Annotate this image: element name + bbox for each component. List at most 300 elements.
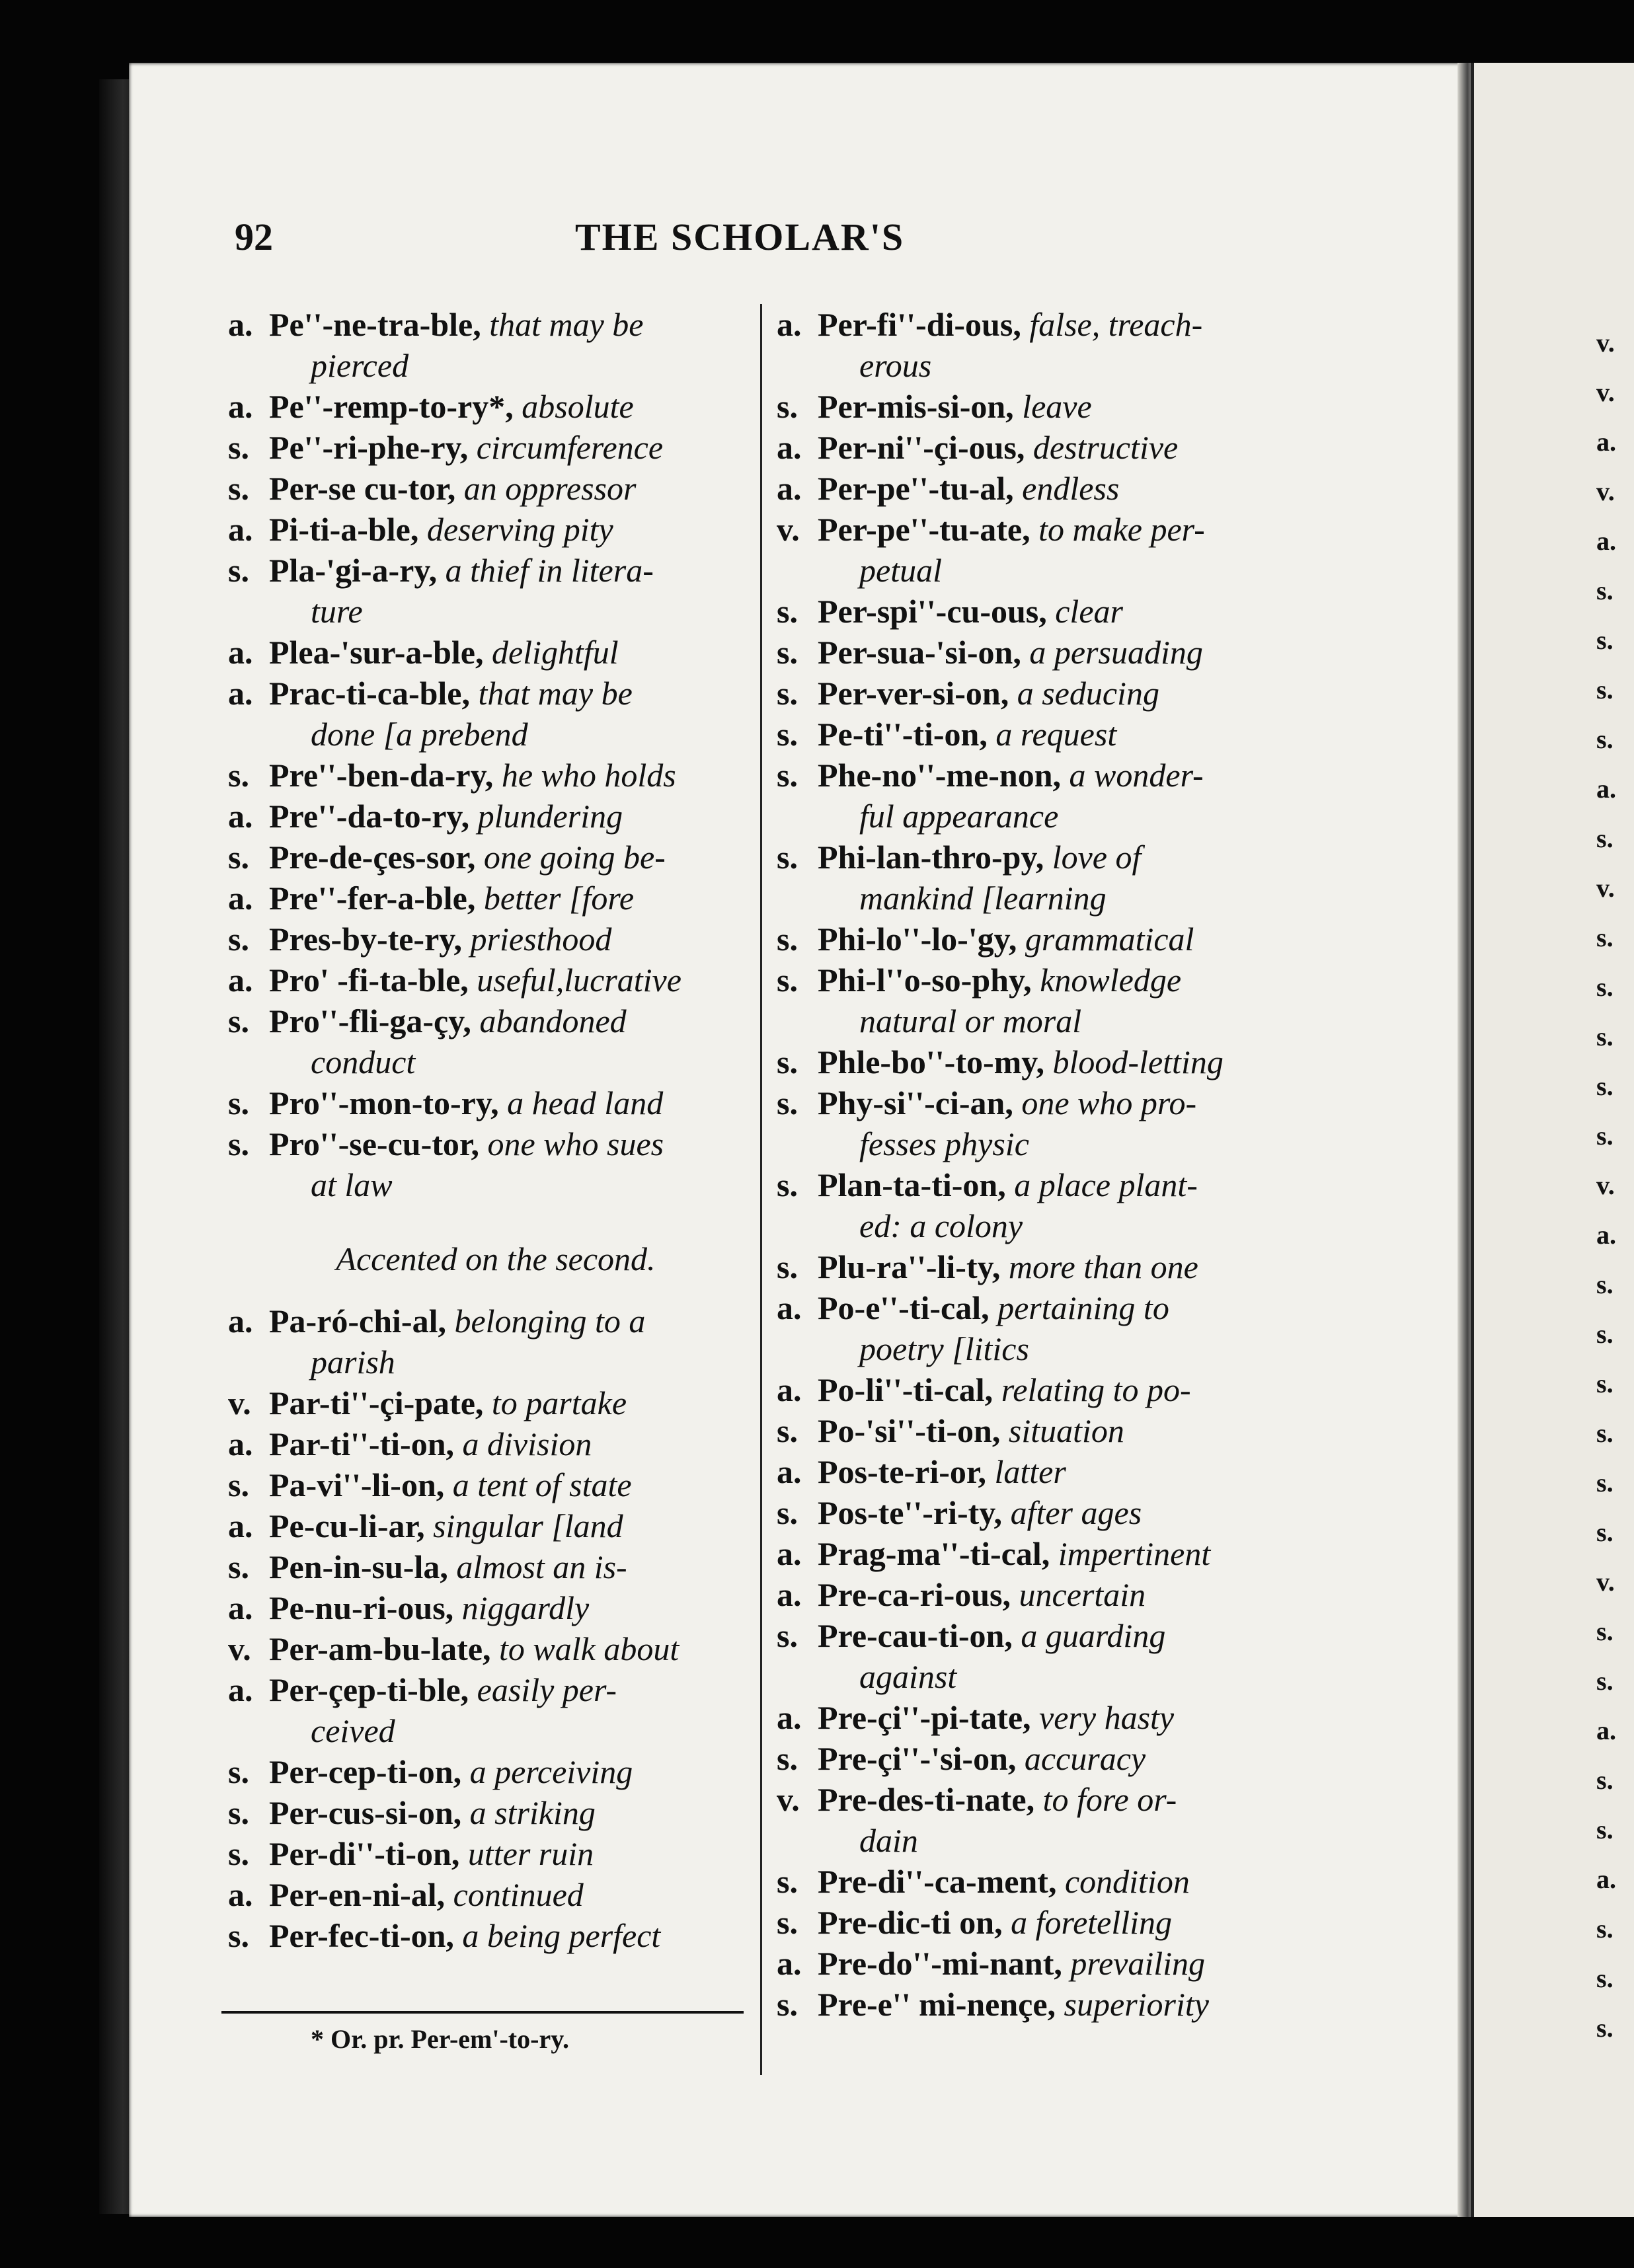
dictionary-entry <box>777 1779 1305 1861</box>
part-of-speech: a. <box>228 962 253 999</box>
part-of-speech: s. <box>777 1986 798 2023</box>
part-of-speech: v. <box>777 511 800 548</box>
definition-continuation: poetry [litics <box>859 1330 1029 1367</box>
page-number: 92 <box>235 215 273 258</box>
definition: to make per- <box>1038 511 1205 548</box>
dictionary-entry <box>228 673 763 755</box>
part-of-speech: s. <box>777 634 798 671</box>
definition: a division <box>462 1425 592 1462</box>
headword: Per-pe''-tu-ate, <box>818 511 1031 548</box>
dictionary-entry <box>228 1301 763 1382</box>
dictionary-entry <box>777 837 1305 919</box>
part-of-speech: a. <box>777 470 802 507</box>
dictionary-entry <box>228 796 763 837</box>
definition: one who pro- <box>1021 1084 1197 1121</box>
definition: plundering <box>477 798 623 835</box>
dictionary-entry <box>228 1915 763 1956</box>
dictionary-entry <box>228 960 763 1001</box>
definition: to fore or- <box>1042 1781 1177 1818</box>
headword: Phe-no''-me-non, <box>818 757 1062 794</box>
adjacent-page-mark: v. <box>1596 1170 1615 1200</box>
part-of-speech: a. <box>228 511 253 548</box>
headword: Pres-by-te-ry, <box>269 921 463 958</box>
headword: Pre-e'' mi-nençe, <box>818 1986 1056 2023</box>
part-of-speech: a. <box>228 1589 253 1626</box>
part-of-speech: a. <box>228 1303 253 1340</box>
definition: accuracy <box>1024 1740 1146 1777</box>
headword: Phy-si''-ci-an, <box>818 1084 1013 1121</box>
part-of-speech: a. <box>777 1699 802 1736</box>
headword: Pe''-ri-phe-ry, <box>269 429 469 466</box>
part-of-speech: a. <box>777 1945 802 1982</box>
adjacent-page-mark: s. <box>1596 675 1614 704</box>
dictionary-entry <box>228 1382 763 1423</box>
headword: Pro''-fli-ga-çy, <box>269 1002 471 1040</box>
dictionary-entry <box>777 386 1305 427</box>
definition: singular [land <box>433 1507 623 1544</box>
dictionary-entry <box>777 1902 1305 1943</box>
adjacent-page <box>1471 63 1634 2217</box>
definition: clear <box>1055 593 1123 630</box>
part-of-speech: s. <box>777 1412 798 1449</box>
dictionary-entry <box>777 1369 1305 1410</box>
part-of-speech: s. <box>228 1466 249 1503</box>
dictionary-entry <box>228 386 763 427</box>
headword: Plu-ra''-li-ty, <box>818 1248 1001 1285</box>
headword: Pre-des-ti-nate, <box>818 1781 1035 1818</box>
part-of-speech: a. <box>228 675 253 712</box>
adjacent-page-mark: a. <box>1596 1864 1616 1894</box>
headword: Pe-nu-ri-ous, <box>269 1589 454 1626</box>
definition: a striking <box>469 1794 596 1831</box>
adjacent-page-mark: s. <box>1596 1468 1614 1497</box>
part-of-speech: a. <box>228 1425 253 1462</box>
adjacent-page-mark: a. <box>1596 774 1616 804</box>
dictionary-entry <box>228 1505 763 1546</box>
headword: Per-cep-ti-on, <box>269 1753 462 1790</box>
part-of-speech: v. <box>228 1384 251 1421</box>
definition-continuation: erous <box>859 347 932 384</box>
definition: a perceiving <box>469 1753 633 1790</box>
definition-continuation: pierced <box>311 347 409 384</box>
headword: Pla-'gi-a-ry, <box>269 552 438 589</box>
dictionary-entry <box>228 919 763 960</box>
part-of-speech: s. <box>777 1084 798 1121</box>
adjacent-page-mark: s. <box>1596 1815 1614 1844</box>
dictionary-entry <box>777 591 1305 632</box>
dictionary-entry <box>228 550 763 632</box>
headword: Pi-ti-a-ble, <box>269 511 419 548</box>
adjacent-page-mark: v. <box>1596 377 1615 407</box>
part-of-speech: s. <box>777 962 798 999</box>
adjacent-page-mark: s. <box>1596 1418 1614 1448</box>
definition: impertinent <box>1058 1535 1211 1572</box>
dictionary-entry <box>777 1246 1305 1287</box>
adjacent-page-mark: s. <box>1596 1319 1614 1349</box>
definition: uncertain <box>1019 1576 1146 1613</box>
dictionary-entry <box>228 1628 763 1669</box>
part-of-speech: s. <box>228 1753 249 1790</box>
definition-continuation: ful appearance <box>859 798 1059 835</box>
headword: Pa-ró-chi-al, <box>269 1303 446 1340</box>
dictionary-entry <box>228 468 763 509</box>
adjacent-page-mark: s. <box>1596 1914 1614 1944</box>
part-of-speech: a. <box>228 798 253 835</box>
definition: he who holds <box>501 757 676 794</box>
adjacent-page-mark: s. <box>1596 1666 1614 1696</box>
headword: Pro''-mon-to-ry, <box>269 1084 499 1121</box>
part-of-speech: s. <box>228 1917 249 1954</box>
headword: Per-cus-si-on, <box>269 1794 462 1831</box>
dictionary-entry <box>228 1669 763 1751</box>
definition: useful,lucrative <box>477 962 681 999</box>
headword: Per-sua-'si-on, <box>818 634 1021 671</box>
definition: utter ruin <box>467 1835 594 1872</box>
part-of-speech: s. <box>777 593 798 630</box>
headword: Pro' -fi-ta-ble, <box>269 962 469 999</box>
definition: blood-letting <box>1052 1043 1224 1080</box>
headword: Pre-çi''-pi-tate, <box>818 1699 1031 1736</box>
headword: Pe''-remp-to-ry*, <box>269 388 514 425</box>
dictionary-entry <box>777 1164 1305 1246</box>
part-of-speech: s. <box>228 1548 249 1585</box>
dictionary-entry <box>777 509 1305 591</box>
part-of-speech: s. <box>228 839 249 876</box>
adjacent-page-mark: s. <box>1596 1121 1614 1151</box>
headword: Po-'si''-ti-on, <box>818 1412 1001 1449</box>
headword: Pre-de-çes-sor, <box>269 839 476 876</box>
dictionary-entry <box>228 509 763 550</box>
adjacent-page-mark: v. <box>1596 873 1615 903</box>
part-of-speech: v. <box>777 1781 800 1818</box>
dictionary-entry <box>777 1574 1305 1615</box>
part-of-speech: a. <box>228 388 253 425</box>
definition: one going be- <box>483 839 666 876</box>
part-of-speech: s. <box>228 552 249 589</box>
headword: Pre''-fer-a-ble, <box>269 880 476 917</box>
definition: false, treach- <box>1029 306 1203 343</box>
headword: Pre-do''-mi-nant, <box>818 1945 1062 1982</box>
headword: Per-di''-ti-on, <box>269 1835 460 1872</box>
right-column <box>777 304 1305 2025</box>
dictionary-entry <box>228 1792 763 1833</box>
definition: that may be <box>489 306 644 343</box>
definition: a wonder- <box>1069 757 1204 794</box>
definition: a persuading <box>1029 634 1203 671</box>
definition-continuation: parish <box>311 1343 395 1380</box>
dictionary-entry <box>777 1082 1305 1164</box>
definition: priesthood <box>470 921 612 958</box>
adjacent-page-mark: s. <box>1596 1369 1614 1398</box>
dictionary-entry <box>228 1546 763 1587</box>
adjacent-page-mark: s. <box>1596 576 1614 605</box>
part-of-speech: s. <box>228 470 249 507</box>
adjacent-page-mark: a. <box>1596 1716 1616 1745</box>
definition-continuation: natural or moral <box>859 1002 1082 1040</box>
headword: Par-ti''-ti-on, <box>269 1425 455 1462</box>
adjacent-page-mark: a. <box>1596 526 1616 556</box>
definition: belonging to a <box>454 1303 646 1340</box>
definition: a seducing <box>1017 675 1159 712</box>
left-column <box>228 304 763 1956</box>
headword: Per-se cu-tor, <box>269 470 456 507</box>
definition-continuation: ture <box>311 593 363 630</box>
adjacent-page-mark: a. <box>1596 1220 1616 1250</box>
headword: Per-ni''-çi-ous, <box>818 429 1025 466</box>
dictionary-entry <box>228 1082 763 1123</box>
footnote-rule <box>221 2011 744 2014</box>
part-of-speech: s. <box>228 1084 249 1121</box>
headword: Phi-lo''-lo-'gy, <box>818 921 1017 958</box>
headword: Pe''-ne-tra-ble, <box>269 306 481 343</box>
definition: more than one <box>1008 1248 1198 1285</box>
definition: abandoned <box>479 1002 627 1040</box>
headword: Per-çep-ti-ble, <box>269 1671 469 1708</box>
headword: Pre''-ben-da-ry, <box>269 757 494 794</box>
definition: relating to po- <box>1001 1371 1191 1408</box>
definition: endless <box>1022 470 1120 507</box>
dictionary-entry <box>228 1123 763 1205</box>
headword: Pen-in-su-la, <box>269 1548 448 1585</box>
definition: absolute <box>522 388 634 425</box>
adjacent-page-mark: s. <box>1596 823 1614 853</box>
headword: Pre-dic-ti on, <box>818 1904 1003 1941</box>
headword: Pe-ti''-ti-on, <box>818 716 988 753</box>
part-of-speech: s. <box>777 388 798 425</box>
headword: Pre-di''-ca-ment, <box>818 1863 1057 1900</box>
dictionary-entry <box>228 837 763 878</box>
headword: Pos-te-ri-or, <box>818 1453 986 1490</box>
definition: a head land <box>507 1084 664 1121</box>
part-of-speech: a. <box>777 1535 802 1572</box>
definition: situation <box>1008 1412 1124 1449</box>
headword: Prag-ma''-ti-cal, <box>818 1535 1050 1572</box>
headword: Per-en-ni-al, <box>269 1876 446 1913</box>
running-head: THE SCHOLAR'S <box>575 215 905 258</box>
part-of-speech: a. <box>228 1876 253 1913</box>
dictionary-entry <box>228 1587 763 1628</box>
definition: deserving pity <box>426 511 613 548</box>
dictionary-entry <box>777 1615 1305 1697</box>
definition-continuation: dain <box>859 1822 918 1859</box>
definition: to partake <box>491 1384 627 1421</box>
definition: almost an is- <box>456 1548 627 1585</box>
headword: Pos-te''-ri-ty, <box>818 1494 1003 1531</box>
dictionary-entry <box>777 919 1305 960</box>
definition: niggardly <box>461 1589 590 1626</box>
definition: a tent of state <box>452 1466 632 1503</box>
headword: Phi-l''o-so-phy, <box>818 962 1032 999</box>
section-heading: Accented on the second. <box>336 1240 656 1277</box>
definition: a request <box>995 716 1117 753</box>
headword: Per-ver-si-on, <box>818 675 1009 712</box>
part-of-speech: v. <box>228 1630 251 1667</box>
part-of-speech: s. <box>777 675 798 712</box>
adjacent-page-mark: s. <box>1596 972 1614 1002</box>
adjacent-page-mark: s. <box>1596 1765 1614 1795</box>
part-of-speech: s. <box>228 921 249 958</box>
dictionary-entry <box>777 1861 1305 1902</box>
adjacent-page-mark: a. <box>1596 427 1616 457</box>
part-of-speech: a. <box>228 634 253 671</box>
adjacent-page-mark: s. <box>1596 625 1614 655</box>
part-of-speech: a. <box>777 1453 802 1490</box>
adjacent-page-mark: s. <box>1596 1071 1614 1101</box>
dictionary-entry <box>777 1533 1305 1574</box>
adjacent-page-mark: s. <box>1596 1963 1614 1993</box>
dictionary-entry <box>777 755 1305 837</box>
adjacent-page-mark: v. <box>1596 476 1615 506</box>
definition: very hasty <box>1039 1699 1175 1736</box>
part-of-speech: s. <box>228 1125 249 1162</box>
adjacent-page-mark: s. <box>1596 1022 1614 1051</box>
definition: a being perfect <box>462 1917 661 1954</box>
part-of-speech: s. <box>777 757 798 794</box>
dictionary-entry <box>777 673 1305 714</box>
definition: an oppressor <box>463 470 637 507</box>
dictionary-entry <box>228 632 763 673</box>
footnote: * Or. pr. Per-em'-to-ry. <box>311 2024 569 2054</box>
dictionary-entry <box>777 1451 1305 1492</box>
definition-continuation: conduct <box>311 1043 416 1080</box>
headword: Pre''-da-to-ry, <box>269 798 470 835</box>
dictionary-entry <box>777 1984 1305 2025</box>
definition: pertaining to <box>997 1289 1169 1326</box>
definition: a thief in litera- <box>445 552 654 589</box>
definition: after ages <box>1010 1494 1142 1531</box>
headword: Prac-ti-ca-ble, <box>269 675 471 712</box>
part-of-speech: s. <box>777 1617 798 1654</box>
part-of-speech: s. <box>228 429 249 466</box>
part-of-speech: a. <box>228 1671 253 1708</box>
definition: a foretelling <box>1011 1904 1173 1941</box>
definition: a place plant- <box>1014 1166 1198 1203</box>
part-of-speech: s. <box>777 1863 798 1900</box>
part-of-speech: s. <box>228 1002 249 1040</box>
definition: condition <box>1064 1863 1190 1900</box>
adjacent-page-mark: s. <box>1596 1517 1614 1547</box>
part-of-speech: s. <box>777 1043 798 1080</box>
part-of-speech: s. <box>777 1166 798 1203</box>
headword: Pre-ca-ri-ous, <box>818 1576 1011 1613</box>
part-of-speech: s. <box>777 716 798 753</box>
definition: latter <box>994 1453 1066 1490</box>
part-of-speech: a. <box>777 1576 802 1613</box>
dictionary-entry <box>228 1833 763 1874</box>
definition: superiority <box>1064 1986 1209 2023</box>
dictionary-entry <box>777 304 1305 386</box>
definition: continued <box>453 1876 584 1913</box>
part-of-speech: s. <box>777 839 798 876</box>
headword: Per-mis-si-on, <box>818 388 1014 425</box>
headword: Per-pe''-tu-al, <box>818 470 1014 507</box>
definition-continuation: petual <box>859 552 942 589</box>
dictionary-entry <box>777 1041 1305 1082</box>
definition: prevailing <box>1070 1945 1206 1982</box>
part-of-speech: a. <box>228 880 253 917</box>
headword: Per-fec-ti-on, <box>269 1917 454 1954</box>
part-of-speech: s. <box>228 757 249 794</box>
dictionary-entry <box>777 1943 1305 1984</box>
dictionary-entry <box>777 1287 1305 1369</box>
headword: Plan-ta-ti-on, <box>818 1166 1006 1203</box>
dictionary-entry <box>228 304 763 386</box>
headword: Pre-cau-ti-on, <box>818 1617 1013 1654</box>
part-of-speech: a. <box>228 1507 253 1544</box>
definition: circumference <box>476 429 664 466</box>
part-of-speech: a. <box>228 306 253 343</box>
definition: a guarding <box>1021 1617 1166 1654</box>
part-of-speech: s. <box>228 1794 249 1831</box>
dictionary-entry <box>777 1697 1305 1738</box>
adjacent-page-mark: v. <box>1596 1567 1615 1597</box>
dictionary-entry <box>777 1410 1305 1451</box>
headword: Pa-vi''-li-on, <box>269 1466 445 1503</box>
headword: Per-fi''-di-ous, <box>818 306 1021 343</box>
definition: better [fore <box>483 880 635 917</box>
dictionary-entry <box>228 1001 763 1082</box>
part-of-speech: s. <box>777 1740 798 1777</box>
headword: Per-spi''-cu-ous, <box>818 593 1047 630</box>
headword: Plea-'sur-a-ble, <box>269 634 484 671</box>
headword: Par-ti''-çi-pate, <box>269 1384 484 1421</box>
part-of-speech: a. <box>777 429 802 466</box>
definition: one who sues <box>487 1125 664 1162</box>
part-of-speech: s. <box>777 921 798 958</box>
dictionary-entry <box>777 632 1305 673</box>
dictionary-entry <box>228 427 763 468</box>
definition-continuation: ceived <box>311 1712 395 1749</box>
adjacent-page-mark: s. <box>1596 724 1614 754</box>
dictionary-entry <box>228 878 763 919</box>
dictionary-entry <box>777 468 1305 509</box>
definition-continuation: mankind [learning <box>859 880 1107 917</box>
headword: Phle-bo''-to-my, <box>818 1043 1045 1080</box>
headword: Per-am-bu-late, <box>269 1630 491 1667</box>
headword: Pe-cu-li-ar, <box>269 1507 425 1544</box>
part-of-speech: s. <box>777 1494 798 1531</box>
dictionary-entry <box>777 714 1305 755</box>
part-of-speech: s. <box>777 1904 798 1941</box>
definition: knowledge <box>1040 962 1182 999</box>
headword: Po-e''-ti-cal, <box>818 1289 990 1326</box>
dictionary-entry <box>777 427 1305 468</box>
definition: leave <box>1022 388 1092 425</box>
definition: grammatical <box>1025 921 1194 958</box>
definition-continuation: ed: a colony <box>859 1207 1023 1244</box>
part-of-speech: s. <box>228 1835 249 1872</box>
adjacent-page-mark: s. <box>1596 2013 1614 2043</box>
headword: Pro''-se-cu-tor, <box>269 1125 479 1162</box>
dictionary-entry <box>777 1492 1305 1533</box>
adjacent-page-mark: v. <box>1596 328 1615 358</box>
adjacent-page-mark: s. <box>1596 923 1614 952</box>
dictionary-entry <box>228 1464 763 1505</box>
definition-continuation: against <box>859 1658 957 1695</box>
dictionary-entry <box>777 960 1305 1041</box>
definition: to walk about <box>499 1630 680 1667</box>
dictionary-entry <box>228 1874 763 1915</box>
dictionary-entry <box>228 1751 763 1792</box>
definition: delightful <box>491 634 619 671</box>
definition: easily per- <box>477 1671 617 1708</box>
adjacent-page-mark: s. <box>1596 1269 1614 1299</box>
headword: Pre-çi''-'si-on, <box>818 1740 1017 1777</box>
part-of-speech: s. <box>777 1248 798 1285</box>
definition-continuation: at law <box>311 1166 393 1203</box>
part-of-speech: a. <box>777 1289 802 1326</box>
adjacent-page-mark: s. <box>1596 1616 1614 1646</box>
